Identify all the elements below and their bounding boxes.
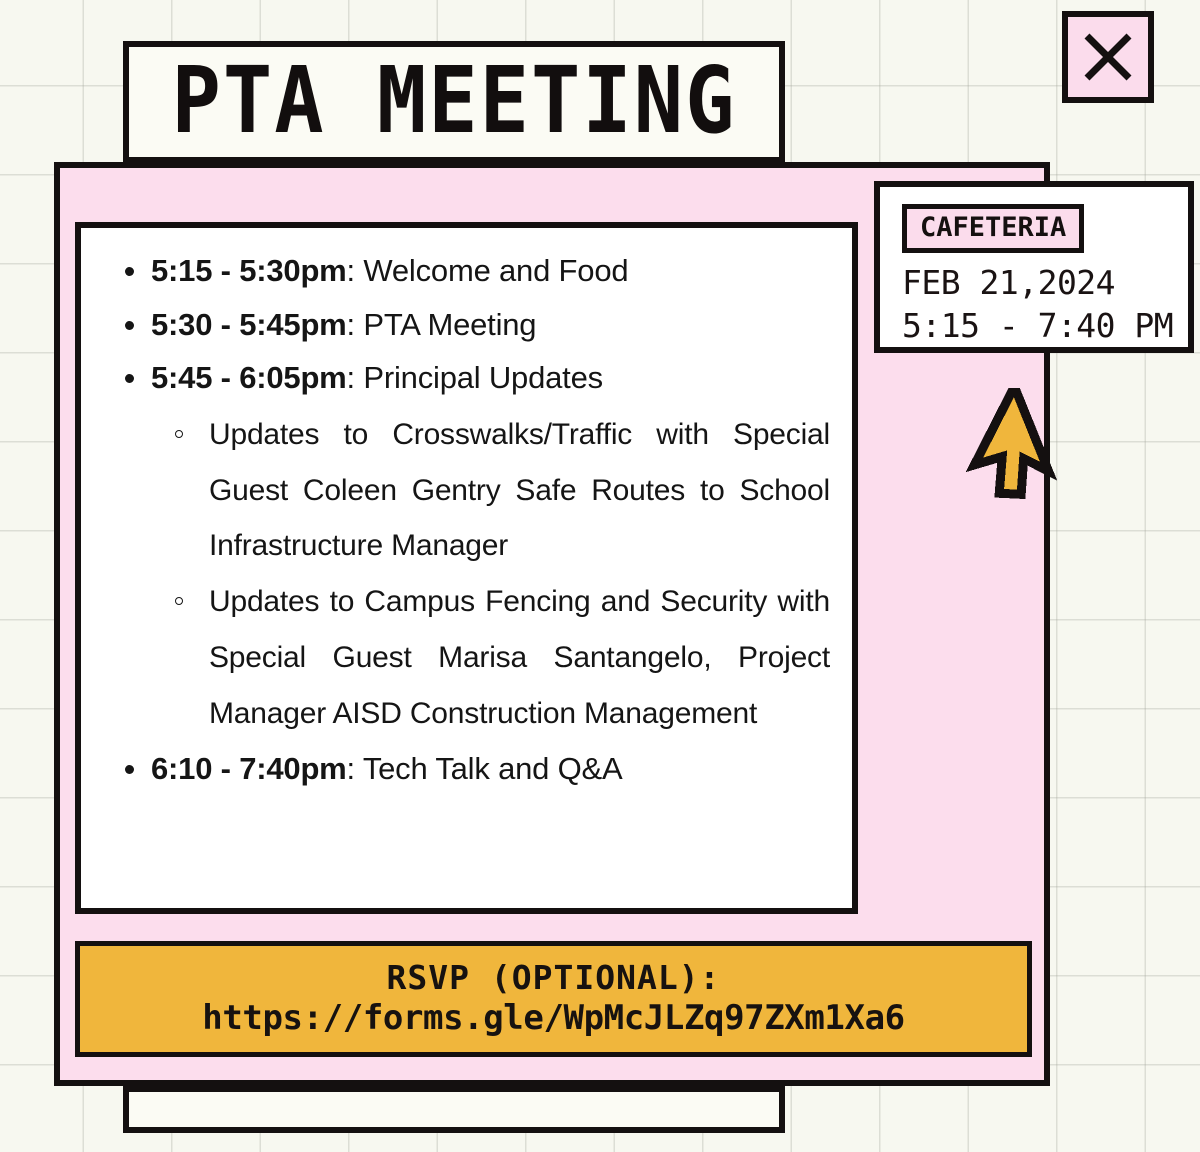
close-x-icon [1068, 17, 1148, 97]
agenda-item-time: 5:45 - 6:05pm [151, 360, 347, 396]
agenda-item-separator: : [346, 253, 364, 288]
event-time-range: 5:15 - 7:40 PM [902, 306, 1174, 346]
rsvp-label: RSVP (OPTIONAL): [386, 958, 721, 998]
agenda-item-description: Tech Talk and Q&A [362, 750, 623, 786]
agenda-item-separator: : [346, 750, 363, 786]
agenda-item-description: Principal Updates [363, 360, 603, 396]
agenda-sub-list [151, 407, 830, 742]
agenda-item-time: 5:30 - 5:45pm [151, 306, 347, 342]
agenda-item-time: 6:10 - 7:40pm [151, 750, 347, 786]
agenda-item-description: Welcome and Food [363, 253, 629, 288]
agenda-item [103, 244, 830, 298]
event-date: FEB 21,2024 [902, 263, 1116, 303]
page-title: PTA MEETING [171, 48, 737, 155]
location-badge: CAFETERIA [902, 204, 1084, 253]
title-plaque [123, 41, 785, 163]
agenda-item [103, 351, 830, 741]
rsvp-link[interactable]: https://forms.gle/WpMcJLZq97ZXm1Xa6 [202, 998, 905, 1039]
agenda-item [103, 298, 830, 352]
agenda-list [103, 244, 830, 795]
close-button[interactable] [1062, 11, 1154, 103]
agenda-item [103, 742, 830, 796]
bottom-decorative-plaque [123, 1086, 785, 1133]
agenda-sub-item: Updates to Campus Fencing and Security with Special Guest Marisa Santangelo, Project Manager AISD Construction Management [171, 574, 830, 741]
agenda-item-separator: : [346, 306, 364, 342]
event-info-card [874, 181, 1194, 353]
agenda-card [75, 222, 858, 914]
rsvp-button[interactable] [75, 941, 1032, 1057]
agenda-item-description: PTA Meeting [363, 306, 537, 342]
agenda-item-time: 5:15 - 5:30pm [151, 253, 347, 288]
agenda-sub-item: Updates to Crosswalks/Traffic with Special Guest Coleen Gentry Safe Routes to School Infrastructure Manager [171, 407, 830, 574]
agenda-item-separator: : [346, 360, 364, 396]
